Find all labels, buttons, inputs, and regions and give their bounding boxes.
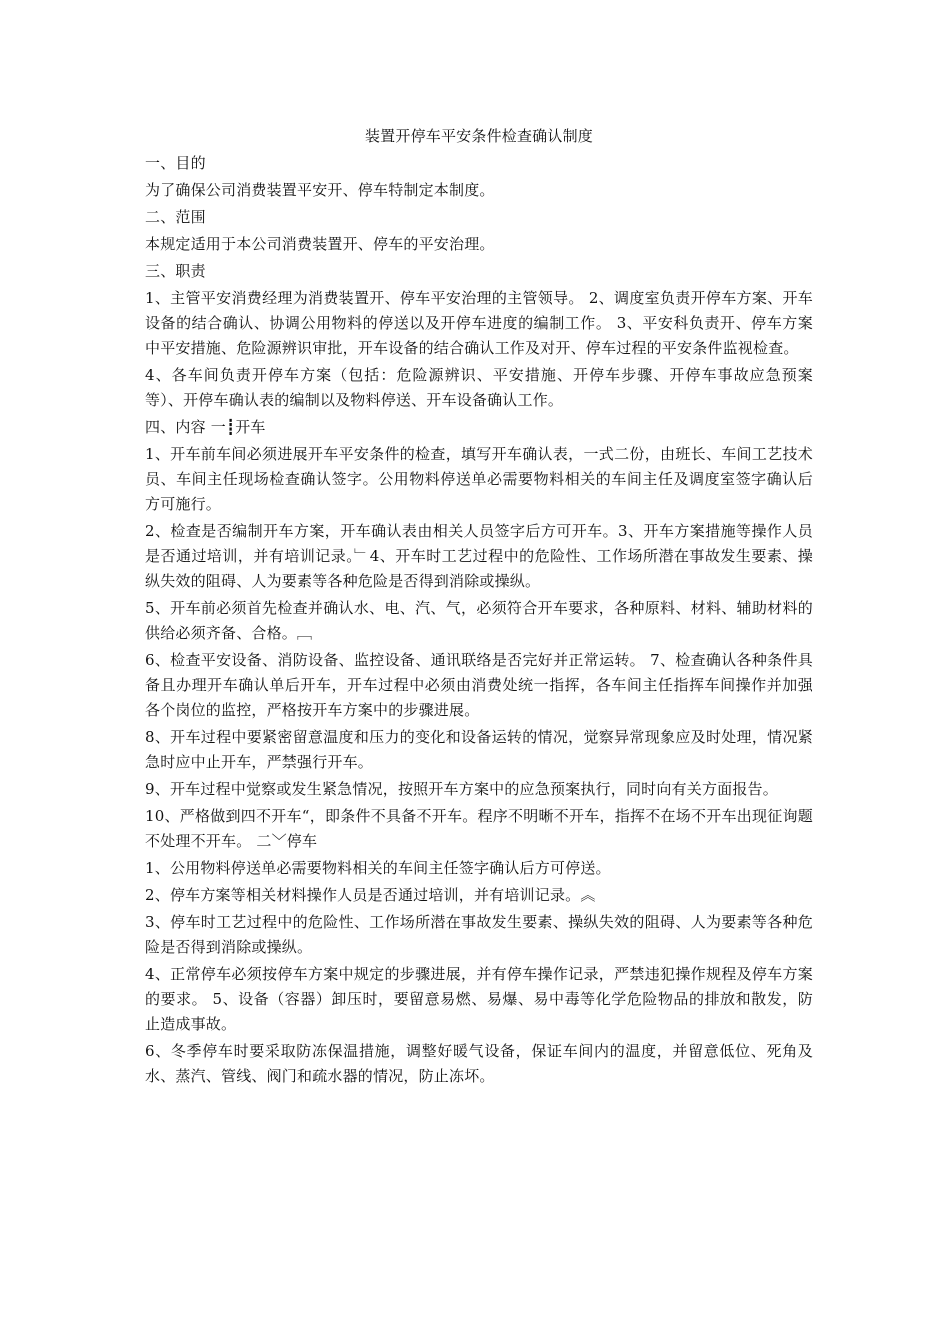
- paragraph: 4、正常停车必须按停车方案中规定的步骤进展，并有停车操作记录，严禁违犯操作规程及停车方案的要求。 5、设备（容器）卸压时，要留意易燃、易爆、易中毒等化学危险物品的排放和散发，防止造成事故。: [145, 965, 813, 1033]
- paragraph: 10、严格做到四不开车“，即条件不具备不开车。程序不明晰不开车，指挥不在场不开车出现征询题不处理不开车。 二﹀停车: [145, 807, 813, 850]
- paragraph: 4、各车间负责开停车方案（包括：危险源辨识、平安措施、开停车步骤、开停车事故应急预案等）、开停车确认表的编制以及物料停送、开车设备确认工作。: [145, 366, 813, 409]
- paragraph: 为了确保公司消费装置平安开、停车特制定本制度。: [145, 181, 495, 199]
- section-heading-responsibilities: 三、职责: [145, 262, 206, 280]
- paragraph: 1、开车前车间必须进展开车平安条件的检查，填写开车确认表，一式二份，由班长、车间工艺技术员、车间主任现场检查确认签字。公用物料停送单必需要物料相关的车间主任及调度室签字确认后方可施行。: [145, 445, 813, 513]
- section-heading-content: 四、内容 一┋开车: [145, 418, 266, 436]
- paragraph: 3、停车时工艺过程中的危险性、工作场所潜在事故发生要素、操纵失效的阻碍、人为要素等各种危险是否得到消除或操纵。: [145, 913, 813, 956]
- section-heading-purpose: 一、目的: [145, 154, 206, 172]
- paragraph: 6、冬季停车时要采取防冻保温措施，调整好暖气设备，保证车间内的温度，并留意低位、死角及水、蒸汽、管线、阀门和疏水器的情况，防止冻坏。: [145, 1042, 813, 1085]
- paragraph: 2、停车方案等相关材料操作人员是否通过培训，并有培训记录。︽: [145, 886, 596, 904]
- paragraph: 1、主管平安消费经理为消费装置开、停车平安治理的主管领导。 2、调度室负责开停车方案、开车设备的结合确认、协调公用物料的停送以及开停车进度的编制工作。 3、平安科负责开、停车方案中平安措施、危险源辨识审批，开车设备的结合确认工作及对开、停车过程的平安条件监视检查。: [145, 289, 813, 357]
- document-title: 装置开停车平安条件检查确认制度: [364, 127, 593, 145]
- document-body: [145, 124, 813, 1091]
- paragraph: 5、开车前必须首先检查并确认水、电、汽、气，必须符合开车要求，各种原料、材料、辅助材料的供给必须齐备、合格。﹇: [145, 599, 813, 642]
- paragraph: 8、开车过程中要紧密留意温度和压力的变化和设备运转的情况，觉察异常现象应及时处理，情况紧急时应中止开车，严禁强行开车。: [145, 728, 813, 771]
- paragraph: 2、检查是否编制开车方案，开车确认表由相关人员签字后方可开车。3、开车方案措施等操作人员是否通过培训，并有培训记录。﹂4、开车时工艺过程中的危险性、工作场所潜在事故发生要素、操纵失效的阻碍、人为要素等各种危险是否得到消除或操纵。: [145, 522, 813, 590]
- paragraph: 本规定适用于本公司消费装置开、停车的平安治理。: [145, 235, 495, 253]
- paragraph: 6、检查平安设备、消防设备、监控设备、通讯联络是否完好并正常运转。 7、检查确认各种条件具备且办理开车确认单后开车，开车过程中必须由消费处统一指挥，各车间主任指挥车间操作并加强各个岗位的监控，严格按开车方案中的步骤进展。: [145, 651, 813, 719]
- paragraph: 9、开车过程中觉察或发生紧急情况，按照开车方案中的应急预案执行，同时向有关方面报告。: [145, 780, 778, 798]
- section-heading-scope: 二、范围: [145, 208, 206, 226]
- paragraph: 1、公用物料停送单必需要物料相关的车间主任签字确认后方可停送。: [145, 859, 611, 877]
